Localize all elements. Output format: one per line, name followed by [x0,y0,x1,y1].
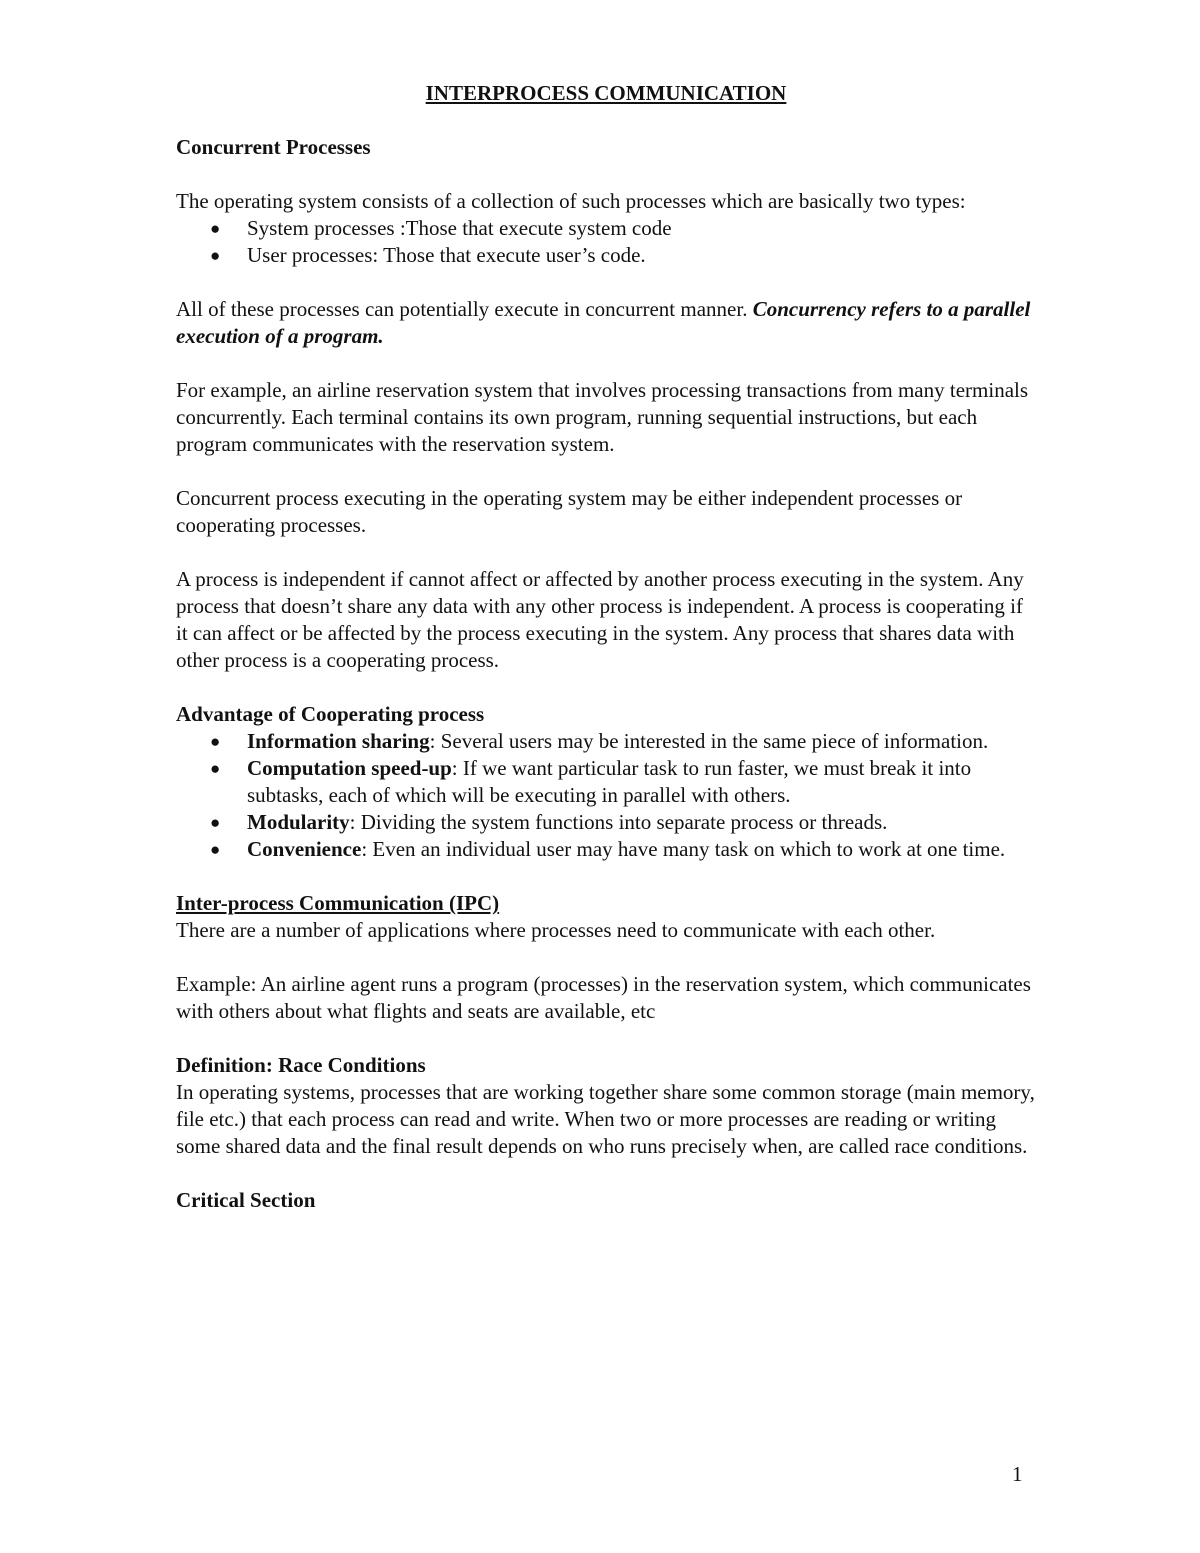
advantage-text: : Several users may be interested in the same piece of information. [429,729,989,753]
paragraph-independent-or-cooperating: Concurrent process executing in the operating system may be either independent processes or cooperating processes. [176,486,963,537]
list-item [176,215,1036,242]
advantage-term: Information sharing [247,729,430,753]
list-item [176,755,1036,809]
paragraph-race-conditions: In operating systems, processes that are working together share some common storage (main memory, file etc.) that each process can read and write. When two or more processes are reading or writing some shared data and the final result depends on who runs precisely when, are called race conditions. [176,1080,1035,1158]
list-item-text: User processes: Those that execute user’s code. [247,243,646,267]
bullet-icon: ● [210,219,221,238]
list-item-text: System processes :Those that execute system code [247,216,672,240]
advantage-term: Modularity [247,810,350,834]
bullet-icon: ● [210,813,221,832]
advantage-text: : Even an individual user may have many task on which to work at one time. [361,837,1006,861]
concurrency-text: All of these processes can potentially execute in concurrent manner. [176,297,753,321]
bullet-icon: ● [210,246,221,265]
advantage-text: : Dividing the system functions into separate process or threads. [349,810,888,834]
heading-critical-section: Critical Section [176,1188,316,1212]
paragraph-airline-example: For example, an airline reservation system that involves processing transactions from many terminals concurrently. Each terminal contains its own program, running sequential instructions, but each program communicates with the reservation system. [176,378,1029,456]
paragraph-ipc-example: Example: An airline agent runs a program (processes) in the reservation system, which communicates with others about what flights and seats are available, etc [176,972,1031,1023]
bullet-icon: ● [210,840,221,859]
page-number: 1 [1012,1462,1023,1486]
heading-ipc: Inter-process Communication (IPC) [176,891,500,915]
paragraph-concurrency [176,296,1036,350]
list-item [176,809,1036,836]
list-item [176,836,1036,863]
document-body [176,80,1036,1214]
heading-advantages: Advantage of Cooperating process [176,702,485,726]
advantage-text: : If we want particular task to run faster, we must break it into subtasks, each of which will be executing in parallel with others. [247,756,972,807]
paragraph-independent-definition: A process is independent if cannot affect or affected by another process executing in the system. Any process that doesn’t share any data with any other process is independent. A process is cooperating if it can affect or be affected by the process executing in the system. Any process that shares data with other process is a cooperating process. [176,567,1024,672]
list-item [176,728,1036,755]
heading-concurrent-processes: Concurrent Processes [176,135,371,159]
bullet-icon: ● [210,759,221,778]
advantage-term: Computation speed-up [247,756,452,780]
process-types-list [176,215,1036,269]
bullet-icon: ● [210,732,221,751]
concurrency-definition: Concurrency refers to a parallel execution of a program. [176,297,1031,348]
list-item [176,242,1036,269]
paragraph-os-processes: The operating system consists of a collection of such processes which are basically two types: [176,189,966,213]
advantages-list [176,728,1036,863]
paragraph-ipc: There are a number of applications where processes need to communicate with each other. [176,918,936,942]
heading-race-conditions: Definition: Race Conditions [176,1053,426,1077]
document-title: INTERPROCESS COMMUNICATION [425,81,787,105]
advantage-term: Convenience [247,837,362,861]
